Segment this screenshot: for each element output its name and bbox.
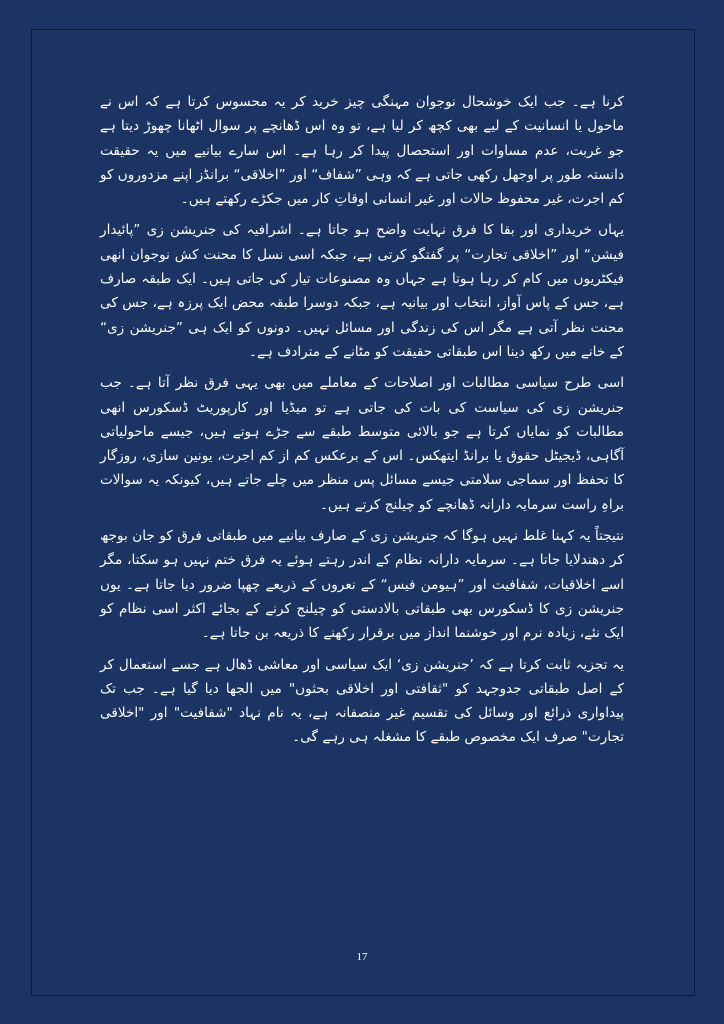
paragraph: یہاں خریداری اور بقا کا فرق نہایت واضح ہو جاتا ہے۔ اشرافیہ کی جنریشن زی ”پائیدار فیشن“ اور ”اخلاقی تجارت“ پر گفتگو کرتی ہے، جبکہ اسی نسل کا محنت کش نوجوان انھی فیکٹریوں میں کام کر رہا ہوتا ہے جہاں وہ مصنوعات تیار کی جاتی ہیں۔ ایک طبقہ صارف ہے، جس کے پاس آواز، انتخاب اور بیانیہ ہے، جبکہ دوسرا طبقہ محض ایک پرزہ ہے، جس کی محنت نظر آتی ہے مگر اس کی زندگی اور مسائل نہیں۔ دونوں کو ایک ہی ”جنریشن زی“ کے خانے میں رکھ دینا اس طبقاتی حقیقت کو مٹانے کے مترادف ہے۔ [100, 222, 624, 360]
page-number: 17 [356, 951, 368, 963]
paragraph: کرنا ہے۔ جب ایک خوشحال نوجوان مہنگی چیز خرید کر یہ محسوس کرتا ہے کہ اس نے ماحول یا انسانیت کے لیے بھی کچھ کر لیا ہے، تو وہ اس ڈھانچے پر سوال اٹھانا چھوڑ دیتا ہے جو غربت، عدم مساوات اور استحصال پیدا کر رہا ہے۔ اس سارے بیانیے میں یہ حقیقت دانستہ طور پر اوجھل رکھی جاتی ہے کہ وہی ”شفاف“ اور ”اخلاقی“ برانڈز اپنے مزدوروں کو کم اجرت، غیر محفوظ حالات اور غیر انسانی اوقاتِ کار میں جکڑے رکھتے ہیں۔ [99, 94, 624, 208]
paragraph: یہ تجزیہ ثابت کرتا ہے کہ ’جنریشن زی‘ ایک سیاسی اور معاشی ڈھال ہے جسے استعمال کر کے اصل طبقاتی جدوجہد کو "ثقافتی اور اخلاقی بحثوں" میں الجھا دیا گیا ہے۔ جب تک پیداواری ذرائع اور وسائل کی تقسیم غیر منصفانہ ہے، یہ نام نہاد "شفافیت" اور "اخلاقی تجارت" صرف ایک مخصوص طبقے کا مشغلہ ہی رہے گی۔ [100, 656, 624, 746]
paragraph: اسی طرح سیاسی مطالبات اور اصلاحات کے معاملے میں بھی یہی فرق نظر آتا ہے۔ جب جنریشن زی کی سیاست کی بات کی جاتی ہے تو میڈیا اور کارپوریٹ ڈسکورس انھی مطالبات کو نمایاں کرتا ہے جو بالائی متوسط طبقے سے جڑے ہوتے ہیں، جیسے ماحولیاتی آگاہی، ڈیجیٹل حقوق یا برانڈ ایتھکس۔ اس کے برعکس کم از کم اجرت، یونین سازی، روزگار کا تحفظ اور سماجی سلامتی جیسے مسائل پس منظر میں چلے جاتے ہیں، کیونکہ یہ سوالات براہِ راست سرمایہ دارانہ ڈھانچے کو چیلنج کرتے ہیں۔ [100, 375, 624, 513]
paragraph: نتیجتاً یہ کہنا غلط نہیں ہوگا کہ جنریشن زی کے صارف بیانیے میں طبقاتی فرق کو جان بوجھ کر دھندلایا جاتا ہے۔ سرمایہ دارانہ نظام کے اندر رہتے ہوئے یہ فرق ختم نہیں ہو سکتا، مگر اسے اخلاقیات، شفافیت اور ”ہیومن فیس“ کے نعروں کے ذریعے چھپا ضرور دیا جاتا ہے۔ یوں جنریشن زی کا ڈسکورس بھی طبقاتی بالادستی کو چیلنج کرنے کے بجائے اکثر اسی نظام کو ایک نئے، زیادہ نرم اور خوشنما انداز میں برقرار رکھنے کا ذریعہ بن جاتا ہے۔ [100, 528, 624, 642]
article-body [100, 90, 624, 757]
